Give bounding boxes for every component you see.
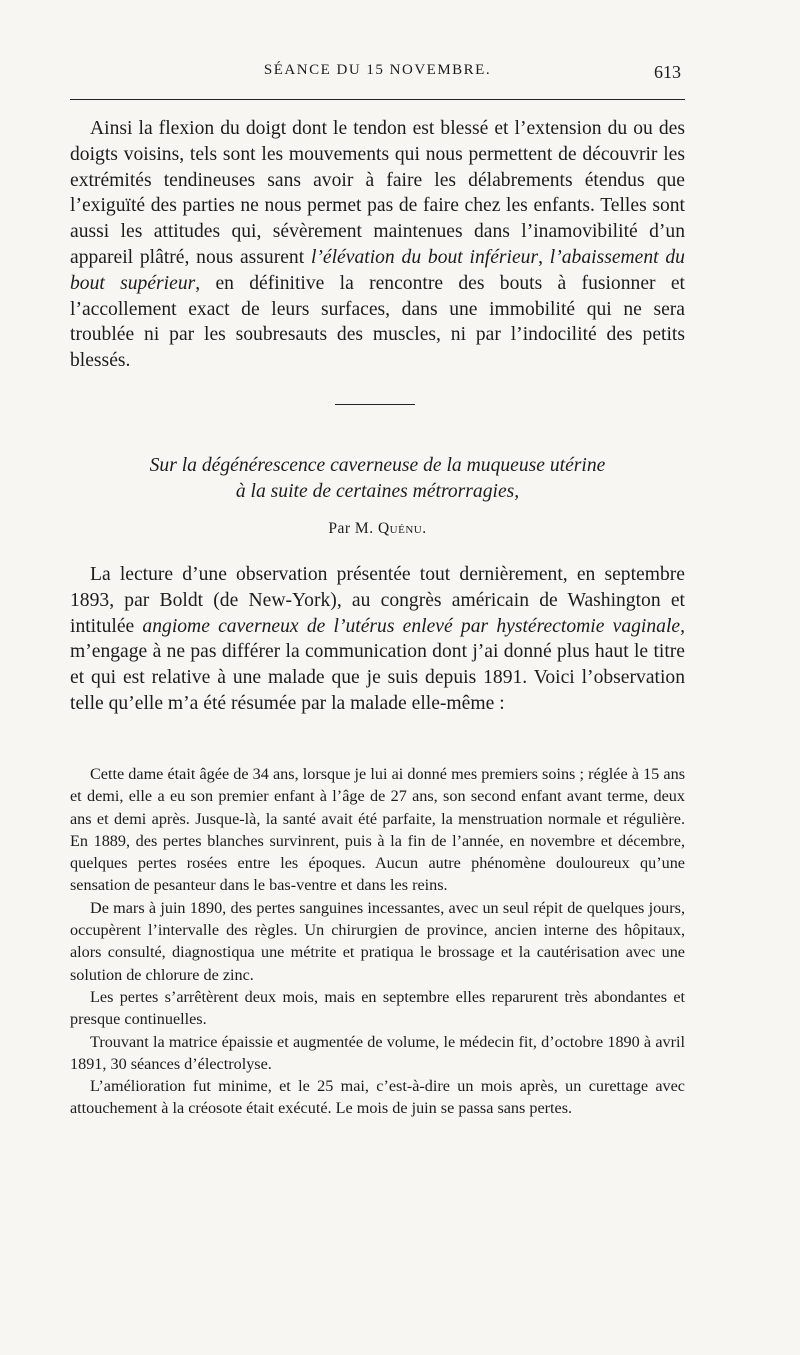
section-introduction <box>70 562 685 717</box>
paragraph: Cette dame était âgée de 34 ans, lorsque je lui ai donné mes premiers soins ; réglée à 15 ans et demi, elle a eu son premier enfant à l’âge de 27 ans, son second enfant avant terme, deux ans et demi après. Jusque-là, la santé avait été parfaite, la menstruation normale et régulière. En 1889, des pertes blanches survinrent, puis à la fin de l’année, en novembre et décembre, quelques pertes rosées entre les époques. Aucun autre phénomène douloureux qu’une sensation de pesanteur dans le bas-ventre et dans les reins. <box>70 765 685 895</box>
paragraph: Les pertes s’arrêtèrent deux mois, mais en septembre elles reparurent très abondantes et presque continuelles. <box>70 987 685 1029</box>
byline-prefix: Par M. <box>328 520 378 537</box>
italic-phrase: l’abaissement du bout supérieur <box>70 246 685 294</box>
italic-phrase: l’élévation du bout inférieur <box>310 246 539 268</box>
text-span: La lecture d’une observation présentée tout dernièrement, en septembre 1893, par Boldt (de New-York), au congrès américain de Washington et intitulée <box>70 564 685 637</box>
section-previous-paper <box>70 116 685 374</box>
paragraph: De mars à juin 1890, des pertes sanguines incessantes, avec un seul répit de quelques jours, occupèrent l’intervalle des règles. Un chirurgien de province, ancien interne des hôpitaux, alors consulté, diagnostiqua une métrite et pratiqua le brossage et la cautérisation avec une solution de chlorure de zinc. <box>70 898 685 984</box>
section-separator <box>335 404 415 405</box>
running-title: SÉANCE DU 15 NOVEMBRE. <box>263 62 492 78</box>
page-number: 613 <box>654 62 681 82</box>
paragraph: L’amélioration fut minime, et le 25 mai, c’est-à-dire un mois après, un curettage avec attouchement à la créosote était exécuté. Le mois de juin se passa sans pertes. <box>70 1077 685 1118</box>
paragraph <box>70 562 685 717</box>
text-span: , <box>538 246 550 268</box>
text-span: m’engage à ne pas différer la communication dont j’ai donné plus haut le titre et qui est relative à une malade que je suis depuis 1891. Voici l’observation telle qu’elle m’a été résumée par la malade elle-même : <box>70 641 685 714</box>
text-span: Ainsi la flexion du doigt dont le tendon est blessé et l’extension du ou des doigts voisins, tels sont les mouvements qui nous permettent de découvrir les extrémités tendineuses sans avoir à faire les délabrements étendus que l’exiguïté des parties ne nous permet pas de faire chez les enfants. Telles sont aussi les attitudes qui, sévèrement maintenues dans l’inamovibilité d’un appareil plâtré, nous assurent <box>70 118 685 268</box>
observation-text <box>70 763 685 1120</box>
author-name: Quénu. <box>377 520 427 537</box>
paragraph: Trouvant la matrice épaissie et augmentée de volume, le médecin fit, d’octobre 1890 à avril 1891, 30 séances d’électrolyse. <box>70 1032 685 1073</box>
header-rule <box>70 99 685 100</box>
article-title <box>70 453 685 505</box>
text-span: , en définitive la rencontre des bouts à fusionner et l’accollement exact de leurs surfaces, dans une immobilité qui ne sera troublée ni par les soubresauts des muscles, ni par l’indocilité des petits blessés. <box>70 272 685 372</box>
running-header <box>70 62 685 86</box>
author-byline <box>70 520 685 538</box>
paragraph <box>70 116 685 374</box>
title-line: Sur la dégénérescence caverneuse de la muqueuse utérine <box>149 455 606 476</box>
italic-phrase: angiome caverneux de l’utérus enlevé par hystérectomie vaginale, <box>142 615 685 637</box>
title-line: à la suite de certaines métrorragies, <box>235 481 520 502</box>
